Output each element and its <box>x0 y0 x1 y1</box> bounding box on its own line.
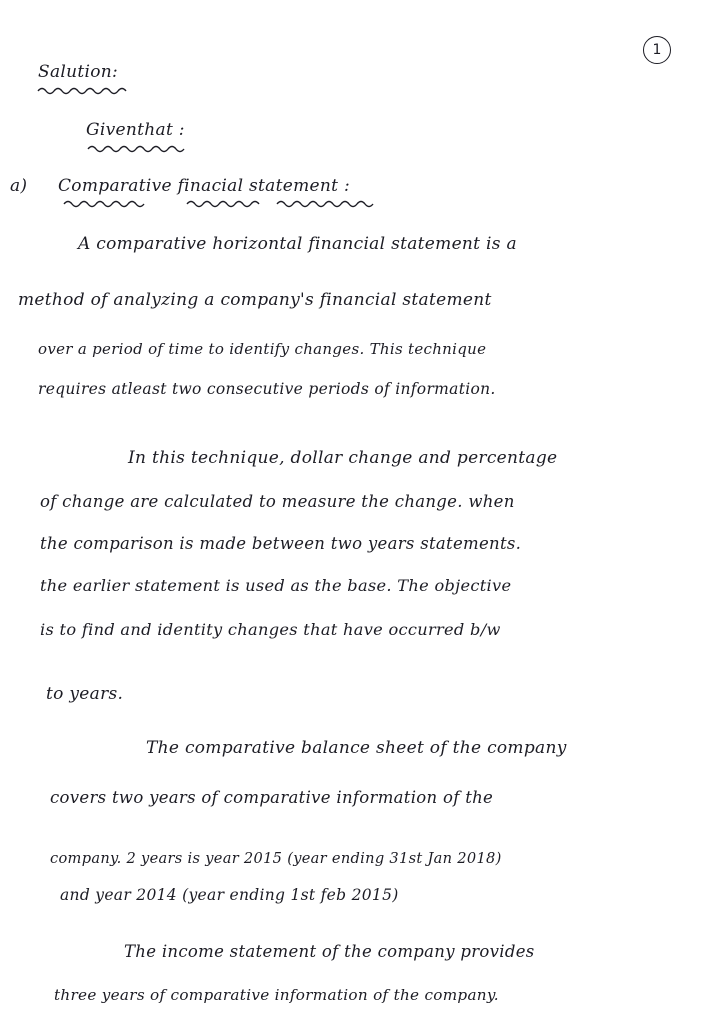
heading-underline <box>36 86 136 96</box>
given-underline <box>86 144 196 154</box>
para1-line-2: method of analyzing a company's financial statement <box>18 290 492 310</box>
para2-line-5: is to find and identity changes that have occurred b/w <box>40 620 501 639</box>
section-label: a) <box>10 176 28 196</box>
para3-line-4: and year 2014 (year ending 1st feb 2015) <box>60 886 399 904</box>
section-title: Comparative finacial statement : <box>58 176 351 196</box>
para2-line-6: to years. <box>46 684 124 704</box>
para4-line-2: three years of comparative information of the company. <box>54 986 499 1004</box>
para2-line-4: the earlier statement is used as the base. The objective <box>40 576 512 595</box>
para1-line-1: A comparative horizontal financial statement is a <box>78 234 517 254</box>
section-title-underline <box>62 198 402 210</box>
para1-line-4: requires atleast two consecutive periods of information. <box>38 380 496 398</box>
para3-line-1: The comparative balance sheet of the company <box>146 738 567 758</box>
solution-heading: Salution: <box>38 62 119 82</box>
para2-line-3: the comparison is made between two years statements. <box>40 534 522 553</box>
para1-line-3: over a period of time to identify changes. This technique <box>38 340 487 358</box>
para3-line-3: company. 2 years is year 2015 (year ending 31st Jan 2018) <box>50 850 502 867</box>
para2-line-2: of change are calculated to measure the change. when <box>40 492 515 511</box>
para3-line-2: covers two years of comparative information of the <box>50 788 494 807</box>
given-label: Giventhat : <box>86 120 185 140</box>
page-number: 1 <box>643 36 671 64</box>
para2-line-1: In this technique, dollar change and percentage <box>128 448 558 468</box>
para4-line-1: The income statement of the company provides <box>124 942 535 961</box>
